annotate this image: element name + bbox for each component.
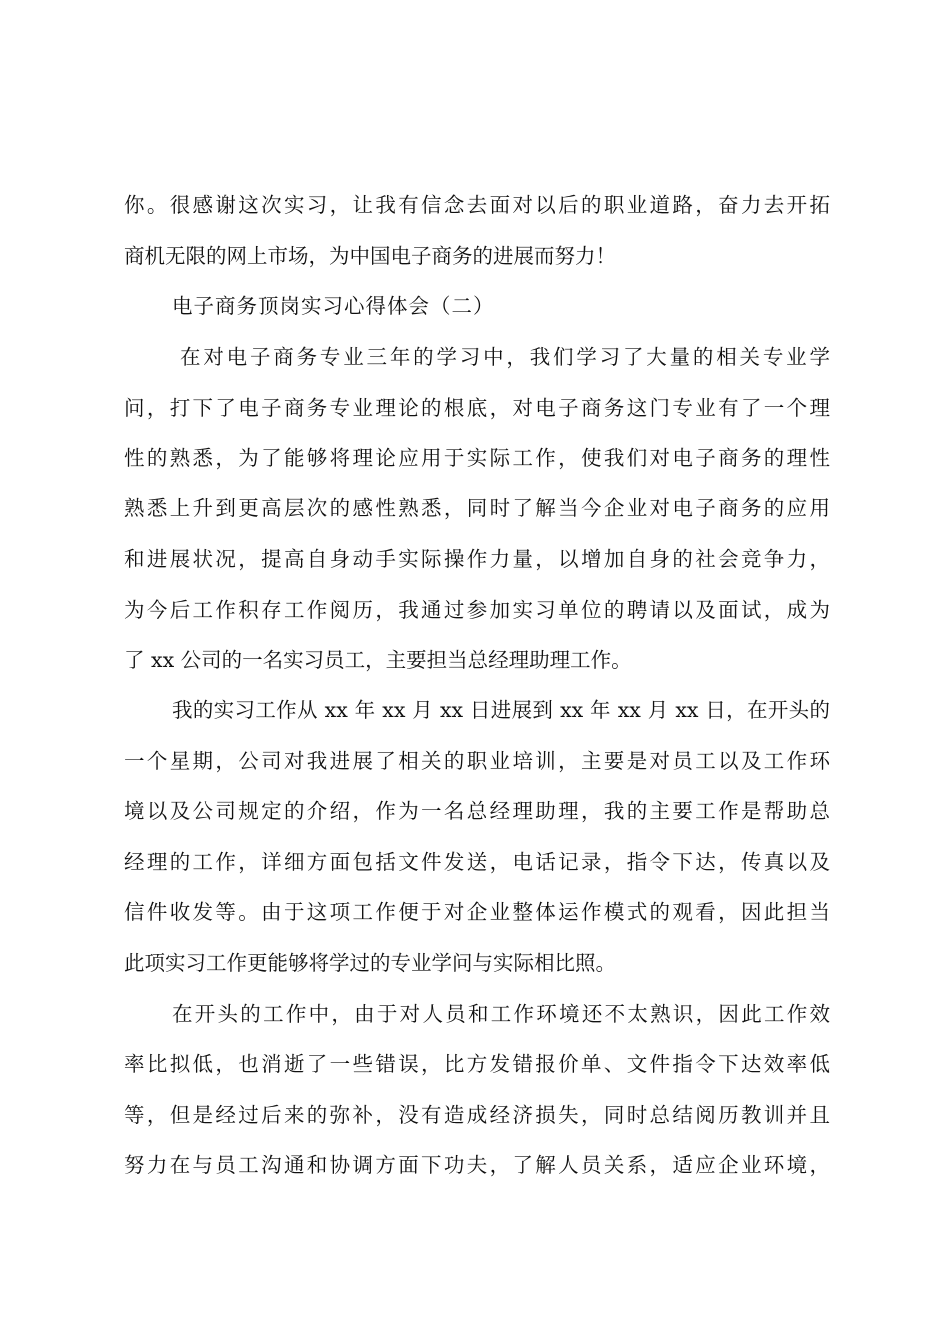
text-line: 了 xx 公司的一名实习员工，主要担当总经理助理工作。 — [124, 648, 632, 672]
text-line: 率比拟低，也消逝了一些错误，比方发错报价单、文件指令下达效率低 — [124, 1052, 830, 1076]
text-line: 商机无限的网上市场，为中国电子商务的进展而努力！ — [124, 244, 616, 268]
text-line: 为今后工作积存工作阅历，我通过参加实习单位的聘请以及面试，成为 — [124, 598, 830, 622]
text-line: 我的实习工作从 xx 年 xx 月 xx 日进展到 xx 年 xx 月 xx 日，在开头的 — [172, 698, 830, 722]
section-title: 电子商务顶岗实习心得体会（二） — [172, 294, 495, 318]
text-line: 和进展状况，提高自身动手实际操作力量，以增加自身的社会竞争力， — [124, 547, 830, 571]
text-line: 经理的工作，详细方面包括文件发送，电话记录，指令下达，传真以及 — [124, 850, 830, 874]
text-line: 问，打下了电子商务专业理论的根底，对电子商务这门专业有了一个理 — [124, 396, 830, 420]
text-line: 你。很感谢这次实习，让我有信念去面对以后的职业道路，奋力去开拓 — [124, 193, 830, 217]
text-line: 在开头的工作中，由于对人员和工作环境还不太熟识，因此工作效 — [172, 1002, 830, 1026]
text-line: 境以及公司规定的介绍，作为一名总经理助理，我的主要工作是帮助总 — [124, 799, 830, 823]
text-line: 努力在与员工沟通和协调方面下功夫，了解人员关系，适应企业环境， — [124, 1153, 830, 1177]
text-line: 在对电子商务专业三年的学习中，我们学习了大量的相关专业学 — [180, 345, 830, 369]
text-line: 熟悉上升到更高层次的感性熟悉，同时了解当今企业对电子商务的应用 — [124, 496, 830, 520]
text-line: 此项实习工作更能够将学过的专业学问与实际相比照。 — [124, 951, 616, 975]
text-line: 等，但是经过后来的弥补，没有造成经济损失，同时总结阅历教训并且 — [124, 1103, 830, 1127]
text-line: 一个星期，公司对我进展了相关的职业培训，主要是对员工以及工作环 — [124, 749, 830, 773]
text-line: 信件收发等。由于这项工作便于对企业整体运作模式的观看，因此担当 — [124, 900, 830, 924]
text-line: 性的熟悉，为了能够将理论应用于实际工作，使我们对电子商务的理性 — [124, 446, 830, 470]
